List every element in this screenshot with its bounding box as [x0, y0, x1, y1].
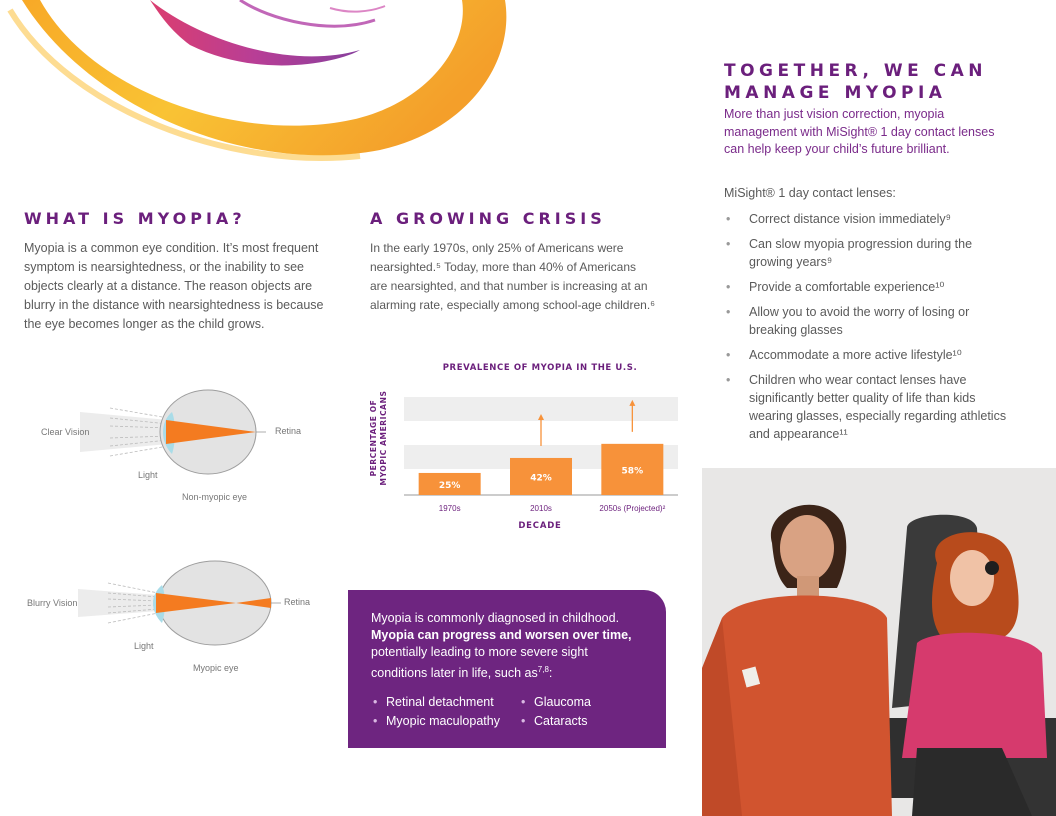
text-line: are nearsighted, and that number is increasing at an	[370, 279, 648, 293]
condition-item: • Retinal detachment	[371, 694, 519, 710]
text-line: can help keep your child’s future brilliant.	[724, 142, 950, 156]
text-line: Myopia is a common eye condition. It’s most frequent	[24, 241, 319, 255]
benefit-item: • Correct distance vision immediately⁹	[724, 210, 1014, 228]
growing-crisis-heading: A GROWING CRISIS	[370, 209, 606, 228]
childhood-diagnosis-callout	[348, 590, 666, 748]
misight-lead-text: MiSight® 1 day contact lenses:	[724, 186, 896, 200]
chart-category-label: 2050s (Projected)²	[599, 504, 666, 513]
retina-label: Retina	[275, 426, 302, 436]
eye-doctor-and-child-photo	[702, 468, 1056, 816]
what-is-myopia-heading: WHAT IS MYOPIA?	[24, 209, 246, 228]
y-axis-label-line: MYOPIC AMERICANS	[379, 390, 388, 486]
conditions-list	[371, 694, 646, 729]
y-axis-label-line: PERCENTAGE OF	[369, 399, 378, 477]
text-line: objects clearly at a distance. The reason objects are	[24, 279, 313, 293]
callout-rest-text: potentially leading to more severe sight conditions later in life, such as	[371, 645, 588, 681]
retina-label: Retina	[284, 597, 311, 607]
benefit-item: • Can slow myopia progression during the growing years⁹	[724, 235, 1014, 271]
condition-item: • Myopic maculopathy	[371, 713, 519, 729]
callout-tail: :	[548, 666, 553, 681]
misight-benefits-list	[724, 210, 1014, 450]
text-line: blurry in the distance with nearsightedness is because	[24, 298, 324, 312]
what-is-myopia-text	[24, 239, 324, 334]
manage-myopia-heading	[724, 60, 1044, 104]
text-line: the eye becomes longer as the child grows.	[24, 317, 265, 331]
chart-x-axis-label: DECADE	[518, 521, 562, 531]
chart-title: PREVALENCE OF MYOPIA IN THE U.S.	[442, 363, 638, 373]
text-line: More than just vision correction, myopia	[724, 107, 945, 121]
benefit-item: • Allow you to avoid the worry of losing or breaking glasses	[724, 303, 1014, 339]
callout-line: Myopia is commonly diagnosed in childhood.	[371, 611, 620, 625]
chart-category-label: 1970s	[438, 504, 461, 513]
myopic-eye-diagram	[78, 553, 288, 653]
non-myopic-eye-diagram	[80, 382, 280, 482]
chart-bar-value-label: 42%	[530, 473, 552, 484]
non-myopic-eye-caption: Non-myopic eye	[182, 492, 248, 502]
callout-text	[371, 610, 646, 682]
callout-bold-text: Myopia can progress and worsen over time,	[371, 628, 632, 642]
benefit-item: • Accommodate a more active lifestyle¹⁰	[724, 346, 1014, 364]
chart-bar-value-label: 58%	[621, 466, 644, 477]
clear-vision-label: Clear Vision	[41, 427, 90, 437]
brushstroke-swirl-graphic	[0, 0, 520, 190]
condition-item: • Cataracts	[519, 713, 639, 729]
heading-line: TOGETHER, WE CAN	[724, 61, 987, 81]
text-line: In the early 1970s, only 25% of Americans were	[370, 241, 624, 255]
chart-y-axis-label	[369, 374, 395, 502]
heading-line: MANAGE MYOPIA	[724, 83, 947, 103]
condition-item: • Glaucoma	[519, 694, 639, 710]
myopic-eye-caption: Myopic eye	[193, 663, 239, 673]
myopia-prevalence-bar-chart	[400, 385, 680, 535]
text-line: management with MiSight® 1 day contact lenses	[724, 124, 995, 139]
growing-crisis-text	[370, 239, 670, 315]
text-line: alarming rate, especially among school-age children.⁶	[370, 298, 656, 312]
chart-category-label: 2010s	[530, 504, 552, 513]
benefit-item: • Children who wear contact lenses have significantly better quality of life than kids wearing glasses, especially regarding athletics and appearance¹¹	[724, 371, 1014, 443]
chart-bar-value-label: 25%	[438, 480, 461, 491]
blurry-vision-label: Blurry Vision	[27, 598, 78, 608]
light-label: Light	[138, 470, 158, 480]
light-label: Light	[134, 641, 154, 651]
manage-intro-text	[724, 106, 1024, 159]
text-line: nearsighted.⁵ Today, more than 40% of Americans	[370, 260, 637, 274]
text-line: symptom is nearsightedness, or the inability to see	[24, 260, 304, 274]
benefit-item: • Provide a comfortable experience¹⁰	[724, 278, 1014, 296]
callout-refs: 7,8	[537, 665, 549, 674]
